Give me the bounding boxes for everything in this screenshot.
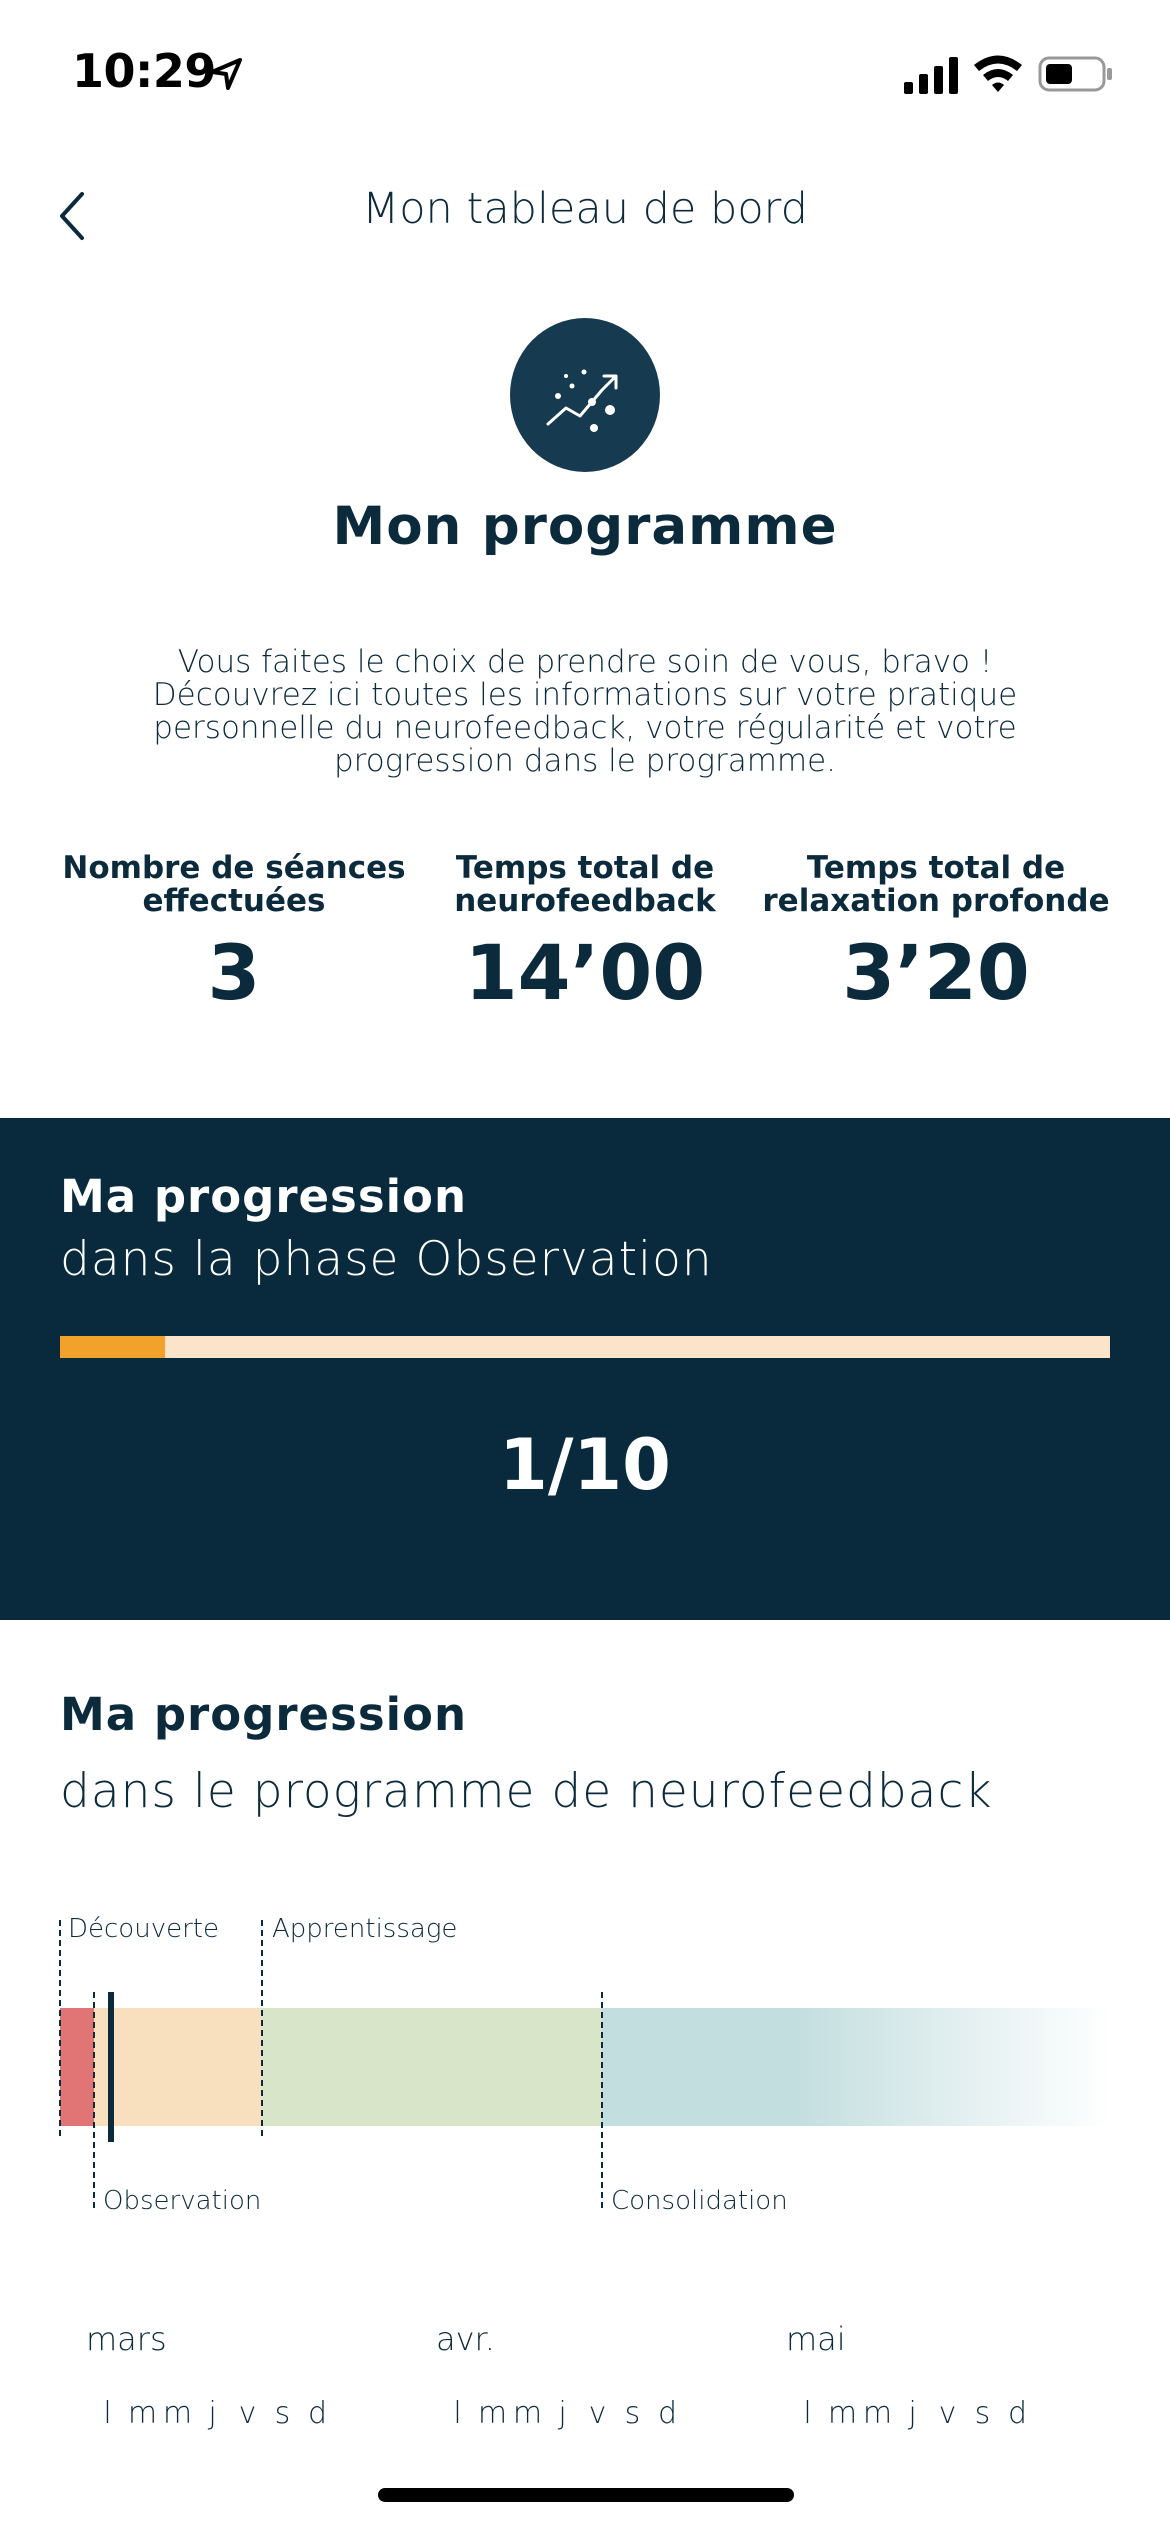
- month-label: mars: [86, 2320, 167, 2358]
- timeline-segment-apprentissage: [262, 2008, 602, 2126]
- month-label: mai: [786, 2320, 846, 2358]
- weekday: l: [103, 2396, 112, 2431]
- weekday: l: [453, 2396, 462, 2431]
- weekday: s: [624, 2396, 641, 2431]
- program-icon-badge: [510, 318, 660, 472]
- phase-label-consolidation: Consolidation: [611, 2186, 788, 2216]
- status-bar: [0, 0, 1170, 150]
- stat-label: Nombre de séances effectuées: [62, 850, 406, 919]
- weekday: v: [238, 2396, 257, 2431]
- weekday: j: [558, 2396, 567, 2431]
- location-arrow-icon: [208, 56, 244, 92]
- phase-label-observation: Observation: [103, 2186, 262, 2216]
- signal-icon: [904, 56, 960, 94]
- wifi-icon: [972, 52, 1024, 92]
- phase-progress-heading: Ma progression: [60, 1170, 468, 1223]
- stat-value: 3’20: [842, 928, 1030, 1017]
- phase-label-apprentissage: Apprentissage: [272, 1914, 458, 1944]
- stat-neurofeedback-time: [405, 852, 765, 1016]
- weekday-row: [440, 2396, 685, 2431]
- weekday: m: [827, 2396, 858, 2431]
- timeline-segment-observation: [94, 2008, 262, 2126]
- phase-progress-subheading: dans la phase Observation: [60, 1232, 713, 1287]
- weekday: l: [803, 2396, 812, 2431]
- page-title: Mon programme: [332, 496, 838, 557]
- timeline-segment-decouverte: [60, 2008, 94, 2126]
- weekday: m: [512, 2396, 543, 2431]
- home-indicator[interactable]: [378, 2488, 794, 2502]
- progress-chart-icon: [510, 318, 660, 472]
- phase-divider: [601, 1992, 603, 2208]
- phase-progress-bar: [60, 1336, 1110, 1358]
- battery-icon: [1038, 55, 1114, 93]
- phase-label-decouverte: Découverte: [68, 1914, 219, 1944]
- weekday: d: [657, 2396, 678, 2431]
- program-progress-subheading: dans le programme de neurofeedback: [60, 1764, 993, 1819]
- program-progress-heading: Ma progression: [60, 1688, 468, 1741]
- weekday: m: [127, 2396, 158, 2431]
- phase-progress-panel: [0, 1118, 1170, 1620]
- stat-sessions: [54, 852, 414, 1016]
- weekday: m: [162, 2396, 193, 2431]
- stat-value: 3: [207, 928, 261, 1017]
- phase-divider: [59, 1920, 61, 2136]
- program-timeline: [0, 1900, 1170, 2240]
- current-position-marker: [108, 1992, 114, 2142]
- weekday: j: [208, 2396, 217, 2431]
- stat-relaxation-time: [756, 852, 1116, 1016]
- weekday: v: [588, 2396, 607, 2431]
- weekday: s: [974, 2396, 991, 2431]
- stat-label: Temps total de neurofeedback: [454, 850, 716, 919]
- phase-divider: [261, 1920, 263, 2136]
- stat-label: Temps total de relaxation profonde: [762, 850, 1110, 919]
- timeline-segment-consolidation: [602, 2008, 1110, 2126]
- nav-title: Mon tableau de bord: [362, 184, 808, 234]
- weekday: d: [1007, 2396, 1028, 2431]
- phase-divider: [93, 1992, 95, 2208]
- weekday: d: [307, 2396, 328, 2431]
- weekday: m: [477, 2396, 508, 2431]
- weekday-row: [90, 2396, 335, 2431]
- weekday: m: [862, 2396, 893, 2431]
- month-label: avr.: [436, 2320, 495, 2358]
- weekday: j: [908, 2396, 917, 2431]
- phase-progress-fill: [60, 1336, 165, 1358]
- phase-progress-count: 1/10: [499, 1424, 671, 1506]
- stat-value: 14’00: [464, 928, 706, 1017]
- intro-text: Vous faites le choix de prendre soin de vous, bravo ! Découvrez ici toutes les informations sur votre pratique personnelle du neurofeedback, votre régularité et votre progression dans le programme.: [152, 644, 1018, 779]
- status-time: 10:29: [72, 44, 216, 98]
- weekday: v: [938, 2396, 957, 2431]
- weekday: s: [274, 2396, 291, 2431]
- weekday-row: [790, 2396, 1035, 2431]
